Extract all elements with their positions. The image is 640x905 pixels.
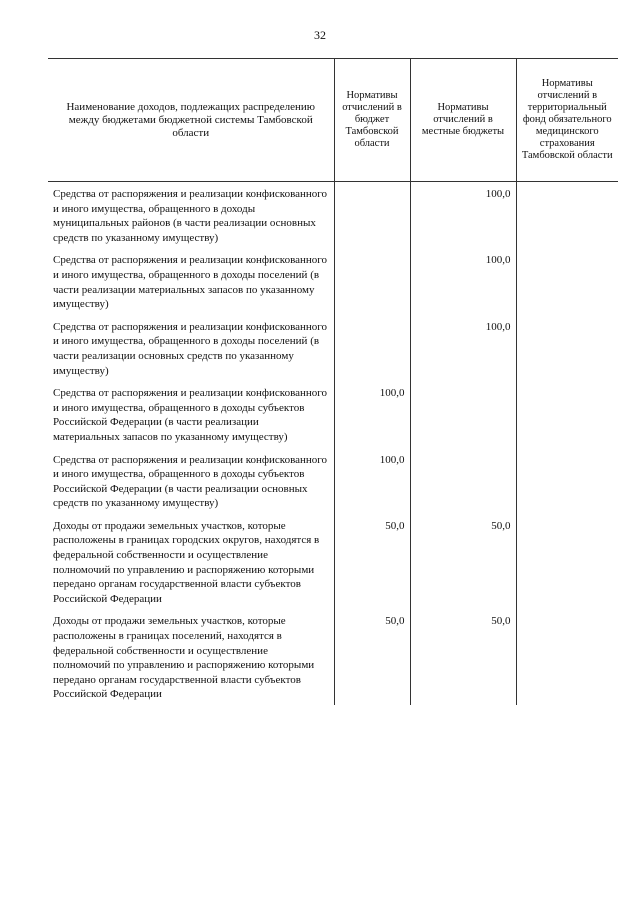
medical-fund-cell bbox=[516, 609, 618, 705]
medical-fund-cell bbox=[516, 448, 618, 514]
regional-budget-cell: 100,0 bbox=[334, 448, 410, 514]
local-budgets-cell: 100,0 bbox=[410, 182, 516, 249]
table-row bbox=[48, 448, 618, 514]
table-row bbox=[48, 315, 618, 381]
medical-fund-cell bbox=[516, 514, 618, 610]
local-budgets-cell: 100,0 bbox=[410, 248, 516, 314]
regional-budget-cell bbox=[334, 182, 410, 249]
table-row bbox=[48, 381, 618, 447]
medical-fund-cell bbox=[516, 248, 618, 314]
regional-budget-cell: 50,0 bbox=[334, 514, 410, 610]
table-row bbox=[48, 182, 618, 249]
header-local-budgets: Нормативы отчислений в местные бюджеты bbox=[410, 59, 516, 182]
local-budgets-cell bbox=[410, 381, 516, 447]
table-row bbox=[48, 609, 618, 705]
revenue-name-cell: Средства от распоряжения и реализации конфискованного и иного имущества, обращенного в доходы поселений (в части реализации основных средств по указанному имуществу) bbox=[53, 320, 328, 377]
local-budgets-cell: 100,0 bbox=[410, 315, 516, 381]
medical-fund-cell bbox=[516, 315, 618, 381]
header-regional-budget: Нормативы отчислений в бюджет Тамбовской области bbox=[334, 59, 410, 182]
page-number: 32 bbox=[314, 28, 326, 42]
revenue-norms-table bbox=[48, 58, 618, 705]
local-budgets-cell: 50,0 bbox=[410, 514, 516, 610]
table-header bbox=[48, 59, 618, 182]
revenue-name-cell: Средства от распоряжения и реализации конфискованного и иного имущества, обращенного в доходы муниципальных районов (в части реализации основных средств по указанному имуществу) bbox=[53, 188, 328, 244]
revenue-name-cell: Средства от распоряжения и реализации конфискованного и иного имущества, обращенного в доходы субъектов Российской Федерации (в части реализации основных средств по указанному имуществу) bbox=[53, 453, 328, 510]
table-body bbox=[48, 182, 618, 706]
regional-budget-cell bbox=[334, 248, 410, 314]
regional-budget-cell: 100,0 bbox=[334, 381, 410, 447]
local-budgets-cell bbox=[410, 448, 516, 514]
header-medical-insurance-fund: Нормативы отчислений в территориальный фонд обязательного медицинского страхования Тамбовской области bbox=[516, 59, 618, 182]
revenue-name-cell: Доходы от продажи земельных участков, которые расположены в границах городских округов, находятся в федеральной собственности и осуществление полномочий по управлению и распоряжению которыми передано органам государственной власти субъектов Российской Федерации bbox=[53, 519, 320, 605]
regional-budget-cell: 50,0 bbox=[334, 609, 410, 705]
revenue-name-cell: Доходы от продажи земельных участков, которые расположены в границах поселений, находятся в федеральной собственности и осуществление полномочий по управлению и распоряжению которыми передано органам государственной власти субъектов Российской Федерации bbox=[53, 615, 315, 701]
header-revenue-name: Наименование доходов, подлежащих распределению между бюджетами бюджетной системы Тамбовской области bbox=[48, 59, 334, 182]
medical-fund-cell bbox=[516, 381, 618, 447]
table-row bbox=[48, 514, 618, 610]
regional-budget-cell bbox=[334, 315, 410, 381]
revenue-name-cell: Средства от распоряжения и реализации конфискованного и иного имущества, обращенного в доходы субъектов Российской Федерации (в части реализации материальных запасов по указанному имуществу) bbox=[53, 387, 328, 443]
local-budgets-cell: 50,0 bbox=[410, 609, 516, 705]
revenue-name-cell: Средства от распоряжения и реализации конфискованного и иного имущества, обращенного в доходы поселений (в части реализации материальных запасов по указанному имуществу) bbox=[53, 254, 328, 311]
medical-fund-cell bbox=[516, 182, 618, 249]
table-row bbox=[48, 248, 618, 314]
